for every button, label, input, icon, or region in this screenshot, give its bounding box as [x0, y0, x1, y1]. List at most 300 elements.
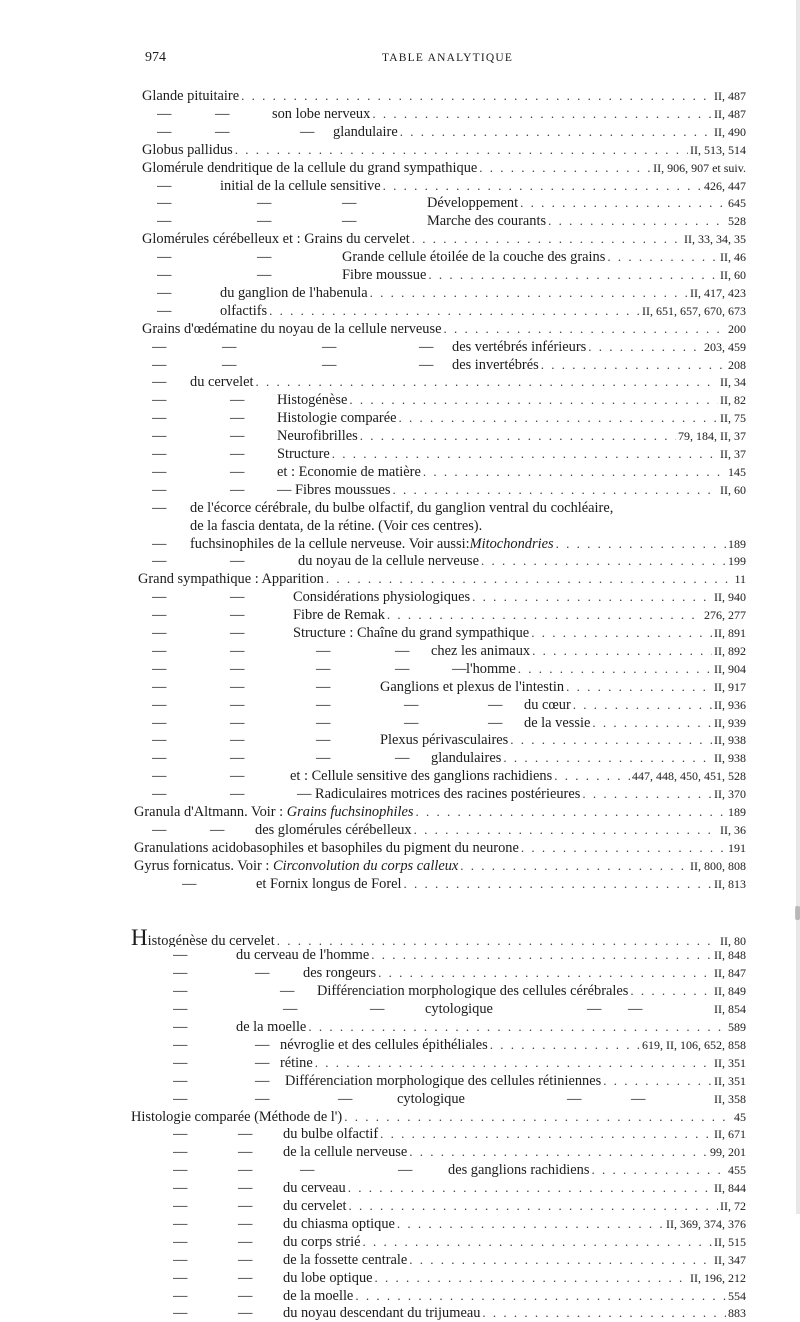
- ditto-dash: —: [300, 1162, 315, 1179]
- entry-term: [173, 1197, 347, 1215]
- ditto-dash: —: [283, 1001, 298, 1018]
- ditto-dash: —: [157, 195, 172, 212]
- ditto-dash: —: [255, 1072, 270, 1089]
- entry-text: Développement: [427, 195, 519, 212]
- ditto-dash: —: [238, 1144, 253, 1161]
- entry-term: [134, 839, 519, 857]
- page-reference: 883: [728, 1306, 746, 1321]
- index-entry: [152, 409, 746, 427]
- index-entry: [152, 785, 746, 803]
- index-entry: [152, 749, 746, 767]
- leader-dots: [481, 552, 726, 570]
- entry-text: du noyau de la cellule nerveuse: [298, 553, 480, 570]
- leader-dots: [315, 1054, 712, 1072]
- ditto-dash: —: [152, 750, 167, 767]
- index-entry: [152, 767, 746, 785]
- ditto-dash: —: [316, 750, 331, 767]
- entry-text: Grains d'œdématine du noyau de la cellule nerveuse: [142, 320, 442, 337]
- ditto-dash: —: [322, 338, 337, 355]
- index-entry: [173, 964, 746, 982]
- leader-dots: [348, 1179, 712, 1197]
- entry-term: [152, 785, 580, 803]
- entry-text: Granulations acidobasophiles et basophiles du pigment du neurone: [134, 839, 519, 856]
- entry-text: des vertébrés inférieurs: [452, 338, 587, 355]
- leader-dots: [607, 248, 718, 266]
- entry-text: Glomérule dendritique de la cellule du grand sympathique: [142, 159, 478, 176]
- entry-term: [152, 588, 470, 606]
- ditto-dash: —: [152, 821, 167, 838]
- entry-text: Structure : Chaîne du grand sympathique: [293, 625, 530, 641]
- page-reference: 528: [728, 214, 746, 229]
- ditto-dash: —: [152, 535, 167, 552]
- ditto-dash: —: [404, 696, 419, 713]
- index-entry: [152, 391, 746, 409]
- ditto-dash: —: [230, 678, 245, 695]
- leader-dots: [371, 946, 712, 964]
- ditto-dash: —: [157, 123, 172, 140]
- ditto-dash: —: [152, 463, 167, 480]
- ditto-dash: —: [230, 786, 245, 803]
- ditto-dash: —: [173, 1251, 188, 1268]
- ditto-dash: —: [316, 714, 331, 731]
- entry-text: du cervelet: [190, 374, 254, 391]
- leader-dots: [503, 749, 712, 767]
- index-entry: [173, 1304, 746, 1322]
- index-entry: [152, 696, 746, 714]
- entry-text: initial de la cellule sensitive: [220, 177, 381, 194]
- page-reference: II, 82: [720, 393, 746, 408]
- index-entry: [157, 123, 746, 141]
- ditto-dash: —: [238, 1305, 253, 1322]
- entry-text: Glomérules cérébelleux et : Grains du cervelet: [142, 231, 410, 248]
- ditto-dash: —: [152, 714, 167, 731]
- page-reference: 645: [728, 196, 746, 211]
- entry-term: [157, 266, 426, 284]
- entry-text: l'homme: [466, 660, 516, 677]
- ditto-dash: —: [567, 1090, 582, 1107]
- leader-dots: [412, 230, 682, 248]
- index-entry: [152, 731, 746, 749]
- ditto-dash: —: [238, 1215, 253, 1232]
- page-reference: II, 417, 423: [690, 285, 746, 300]
- entry-text: Radiculaires motrices des racines postérieures: [315, 786, 581, 803]
- ditto-dash: —: [222, 356, 237, 373]
- entry-term: [131, 929, 275, 947]
- ditto-dash: —: [173, 1233, 188, 1250]
- page-reference: 191: [728, 840, 746, 855]
- entry-text: Ganglions et plexus de l'intestin: [380, 678, 565, 695]
- index-entry: [152, 356, 746, 374]
- entry-term: [152, 821, 412, 839]
- ditto-dash: —: [152, 696, 167, 713]
- index-entry: [152, 624, 746, 642]
- page-reference: II, 33, 34, 35: [684, 232, 746, 247]
- ditto-dash: —: [173, 983, 188, 1000]
- page-reference: II, 906, 907 et suiv.: [653, 160, 746, 175]
- ditto-dash: —: [222, 338, 237, 355]
- index-entry: [152, 373, 746, 391]
- ditto-dash: —: [173, 1144, 188, 1161]
- ditto-dash: —: [398, 1162, 413, 1179]
- index-entry: [142, 141, 746, 159]
- entry-term: [173, 1090, 645, 1108]
- leader-dots: [554, 767, 630, 785]
- index-entry: [152, 588, 746, 606]
- leader-dots: [332, 445, 718, 463]
- ditto-dash: —: [238, 1287, 253, 1304]
- ditto-dash: —: [152, 660, 167, 677]
- index-entry: [152, 445, 746, 463]
- index-entry: [157, 302, 746, 320]
- page-reference: 99, 201: [710, 1145, 746, 1160]
- leader-dots: [520, 194, 726, 212]
- ditto-dash: —: [230, 410, 245, 427]
- ditto-dash: —: [152, 732, 167, 749]
- index-entry: [152, 678, 746, 696]
- page-reference: 145: [728, 464, 746, 479]
- leader-dots: [588, 338, 702, 356]
- ditto-dash: —: [173, 1054, 188, 1071]
- entry-term: [152, 535, 554, 553]
- ditto-dash: —: [342, 195, 357, 212]
- leader-dots: [472, 588, 712, 606]
- leader-dots: [428, 266, 718, 284]
- ditto-dash: —: [152, 356, 167, 373]
- entry-text: des rongeurs: [303, 965, 377, 982]
- entry-term: [173, 1143, 407, 1161]
- leader-dots: [510, 731, 712, 749]
- leader-dots: [380, 1125, 712, 1143]
- ditto-dash: —: [173, 1001, 188, 1018]
- entry-term: [152, 499, 613, 517]
- entry-term: [131, 1108, 342, 1126]
- ditto-dash: —: [342, 213, 357, 230]
- ditto-dash: —: [182, 875, 197, 892]
- leader-dots: [531, 624, 712, 642]
- entry-term: [134, 857, 458, 875]
- entry-text: du bulbe olfactif: [283, 1126, 379, 1143]
- ditto-dash: —: [173, 1215, 188, 1232]
- entry-text: Gyrus fornicatus. Voir :: [134, 857, 273, 874]
- index-entry: [142, 159, 746, 177]
- leader-dots: [409, 1251, 712, 1269]
- entry-text: et Fornix longus de Forel: [256, 875, 402, 892]
- page-reference: II, 513, 514: [690, 142, 746, 157]
- index-entry: [173, 1269, 746, 1287]
- page-reference: II, 891: [714, 626, 746, 640]
- leader-dots: [482, 1304, 726, 1322]
- entry-see-reference: Circonvolution du corps calleux: [272, 857, 459, 874]
- entry-text: et : Economie de matière: [277, 463, 421, 480]
- page-reference: II, 351: [714, 1073, 746, 1088]
- entry-text: Considérations physiologiques: [293, 589, 471, 606]
- entry-text: Différenciation morphologique des cellules cérébrales: [317, 983, 629, 1000]
- entry-text: de la cellule nerveuse: [283, 1144, 408, 1161]
- leader-dots: [518, 660, 712, 678]
- entry-term: [152, 552, 479, 570]
- page-reference: II, 651, 657, 670, 673: [642, 303, 746, 318]
- entry-text: Plexus périvasculaires: [380, 732, 509, 749]
- entry-text: du lobe optique: [283, 1269, 373, 1286]
- ditto-dash: —: [210, 821, 225, 838]
- index-entry: [173, 1143, 746, 1161]
- entry-term: [142, 230, 410, 248]
- index-entry: [152, 463, 746, 481]
- leader-dots: [256, 373, 718, 391]
- leader-dots: [277, 932, 718, 947]
- index-entry: [152, 552, 746, 570]
- leader-dots: [235, 141, 688, 159]
- ditto-dash: —: [255, 1054, 270, 1071]
- page-reference: II, 938: [714, 751, 746, 766]
- index-entry: [134, 839, 746, 857]
- leader-dots: [349, 391, 718, 409]
- leader-dots: [375, 1269, 688, 1287]
- page-reference: II, 358: [714, 1091, 746, 1106]
- index-entry: [173, 1251, 746, 1269]
- index-entry: [157, 105, 746, 123]
- index-entry: [157, 248, 746, 266]
- entry-text: du cervelet: [283, 1198, 347, 1214]
- entry-text: du cerveau de l'homme: [236, 947, 370, 964]
- leader-dots: [630, 982, 712, 1000]
- ditto-dash: —: [316, 696, 331, 713]
- leader-dots: [415, 803, 726, 821]
- page-reference: 426, 447: [704, 178, 746, 193]
- ditto-dash: —: [230, 660, 245, 677]
- page-reference: II, 36: [720, 822, 746, 837]
- entry-term: [157, 123, 398, 141]
- page-reference: II, 936: [714, 697, 746, 712]
- ditto-dash: —: [173, 1090, 188, 1107]
- ditto-dash: —: [215, 105, 230, 122]
- ditto-dash: —: [230, 481, 245, 498]
- page-reference: II, 671: [714, 1127, 746, 1142]
- page-reference: II, 892: [714, 643, 746, 658]
- index-entry: [152, 660, 746, 678]
- index-entry: [157, 177, 746, 195]
- entry-term: [173, 1215, 395, 1233]
- index-entry: [173, 1090, 746, 1108]
- page-reference: II, 847: [714, 966, 746, 981]
- index-entry: [152, 606, 746, 624]
- entry-text: Grande cellule étoilée de la couche des grains: [342, 249, 606, 266]
- entry-term: [152, 678, 564, 696]
- ditto-dash: —: [152, 338, 167, 355]
- entry-text: Fibre de Remak: [293, 607, 385, 624]
- entry-term: [152, 767, 552, 785]
- ditto-dash: —: [255, 965, 270, 982]
- entry-term: [152, 624, 529, 642]
- page-number: 974: [145, 50, 166, 65]
- entry-term: [152, 356, 539, 374]
- entry-term: [173, 1251, 407, 1269]
- page-reference: II, 46: [720, 250, 746, 265]
- page-reference: II, 37: [720, 447, 746, 461]
- entry-term: [190, 517, 482, 535]
- entry-text: chez les animaux: [431, 642, 531, 659]
- ditto-dash: —: [152, 481, 167, 498]
- leader-dots: [378, 964, 712, 982]
- ditto-dash: —: [173, 947, 188, 964]
- leader-dots: [591, 1161, 726, 1179]
- entry-text: glandulaire: [333, 123, 398, 140]
- ditto-dash: —: [230, 589, 245, 606]
- entry-text: olfactifs: [220, 302, 268, 319]
- entry-text: de l'écorce cérébrale, du bulbe olfactif, du ganglion ventral du cochléaire,: [190, 499, 614, 516]
- entry-text: Granula d'Altmann. Voir :: [134, 804, 287, 820]
- page-reference: II, 490: [714, 124, 746, 139]
- ditto-dash: —: [238, 1180, 253, 1197]
- entry-term: [152, 696, 571, 714]
- ditto-dash: —: [257, 267, 272, 283]
- leader-dots: [532, 642, 712, 660]
- ditto-dash: —: [215, 123, 230, 140]
- index-entry: [173, 1161, 746, 1179]
- entry-term: [157, 302, 267, 320]
- index-entry: [142, 230, 746, 248]
- leader-dots: [308, 1018, 726, 1036]
- entry-text: de la moelle: [283, 1287, 354, 1304]
- index-entry: [173, 1018, 746, 1036]
- index-entry: [157, 266, 746, 284]
- ditto-dash: —: [152, 392, 167, 409]
- entry-term: [173, 1161, 589, 1179]
- entry-term: [173, 1179, 346, 1197]
- index-entry: [152, 427, 746, 445]
- ditto-dash: —: [173, 1072, 188, 1089]
- ditto-dash: —: [173, 1198, 188, 1214]
- index-entry: [173, 1072, 746, 1090]
- leader-dots: [582, 785, 712, 803]
- ditto-dash: —: [631, 1090, 646, 1107]
- index-entry: [173, 1036, 746, 1054]
- page-reference: 79, 184, II, 37: [678, 429, 746, 444]
- index-entry: [173, 982, 746, 1000]
- ditto-dash: —: [395, 642, 410, 659]
- ditto-dash: —: [452, 660, 467, 677]
- ditto-dash: —: [173, 1126, 188, 1143]
- entry-text: des ganglions rachidiens: [448, 1162, 590, 1179]
- page-reference: II, 939: [714, 715, 746, 730]
- leader-dots: [592, 714, 712, 732]
- ditto-dash: —: [230, 750, 245, 767]
- page-reference: II, 813: [714, 876, 746, 891]
- page-header: [0, 50, 800, 72]
- ditto-dash: —: [230, 714, 245, 731]
- entry-text: Grand sympathique : Apparition: [138, 571, 324, 588]
- entry-text: du corps strié: [283, 1233, 361, 1250]
- ditto-dash: —: [157, 105, 172, 122]
- page-reference: 276, 277: [704, 608, 746, 623]
- index-entry: [134, 857, 746, 875]
- index-entry: [173, 1215, 746, 1233]
- index-entry: [157, 194, 746, 212]
- ditto-dash: —: [152, 553, 167, 570]
- entry-see-reference: Grains fuchsinophiles: [286, 804, 414, 820]
- page-reference: 554: [728, 1288, 746, 1303]
- entry-text: rétine: [280, 1054, 313, 1071]
- entry-term: [173, 1233, 361, 1251]
- leader-dots: [383, 177, 702, 195]
- ditto-dash: —: [238, 1251, 253, 1268]
- ditto-dash: —: [419, 338, 434, 355]
- ditto-dash: —: [395, 660, 410, 677]
- leader-dots: [397, 1215, 664, 1233]
- entry-term: [152, 463, 421, 481]
- page-reference: II, 800, 808: [690, 858, 746, 873]
- page-reference: II, 60: [720, 268, 746, 282]
- entry-text: glandulaires: [431, 750, 502, 767]
- page-reference: 589: [728, 1020, 746, 1034]
- entry-term: [152, 749, 501, 767]
- page-reference: 208: [728, 357, 746, 372]
- entry-text: Fibre moussue: [342, 267, 427, 283]
- page-reference: II, 347: [714, 1252, 746, 1267]
- entry-term: [173, 1018, 306, 1036]
- ditto-dash: —: [230, 768, 245, 785]
- entry-term: [152, 338, 586, 356]
- entry-text: fuchsinophiles de la cellule nerveuse. Voir aussi:: [190, 535, 470, 552]
- entry-term: [173, 964, 376, 982]
- page-reference: II, 75: [720, 411, 746, 426]
- entry-term: [152, 731, 508, 749]
- entry-term: [173, 1125, 378, 1143]
- ditto-dash: —: [152, 428, 167, 445]
- ditto-dash: —: [316, 660, 331, 677]
- entry-term: [182, 875, 402, 893]
- entry-term: [142, 159, 477, 177]
- entry-text: de la moelle: [236, 1019, 307, 1035]
- entry-text: du noyau descendant du trijumeau: [283, 1305, 481, 1322]
- page-reference: II, 854: [714, 1002, 746, 1017]
- entry-term: [134, 803, 413, 821]
- ditto-dash: —: [628, 1001, 643, 1018]
- index-entry: [138, 570, 746, 588]
- ditto-dash: —: [297, 786, 312, 803]
- ditto-dash: —: [152, 786, 167, 803]
- leader-dots: [349, 1197, 718, 1215]
- entry-term: [157, 284, 368, 302]
- section-initial: H: [131, 928, 148, 947]
- ditto-dash: —: [238, 1269, 253, 1286]
- entry-text: Neurofibrilles: [277, 428, 358, 445]
- leader-dots: [490, 1036, 640, 1054]
- ditto-dash: —: [316, 732, 331, 749]
- index-entry: [173, 1054, 746, 1072]
- ditto-dash: —: [152, 625, 167, 641]
- page-reference: II, 487: [714, 89, 746, 103]
- ditto-dash: —: [230, 696, 245, 713]
- page-reference: II, 72: [720, 1199, 746, 1213]
- entry-text: istogénèse du cervelet: [147, 932, 275, 947]
- page-reference: II, 848: [714, 948, 746, 963]
- ditto-dash: —: [230, 642, 245, 659]
- index-entry: [173, 1233, 746, 1251]
- index-entry: [152, 338, 746, 356]
- entry-term: [142, 141, 233, 159]
- leader-dots: [326, 570, 733, 588]
- ditto-dash: —: [230, 428, 245, 445]
- ditto-dash: —: [238, 1126, 253, 1143]
- entry-text: Histogénèse: [277, 392, 348, 409]
- page-reference: II, 369, 374, 376: [666, 1216, 746, 1231]
- ditto-dash: —: [173, 1180, 188, 1197]
- entry-term: [138, 570, 324, 588]
- entry-text: — Fibres moussues: [277, 481, 391, 498]
- index-entry: [190, 517, 746, 535]
- ditto-dash: —: [230, 463, 245, 480]
